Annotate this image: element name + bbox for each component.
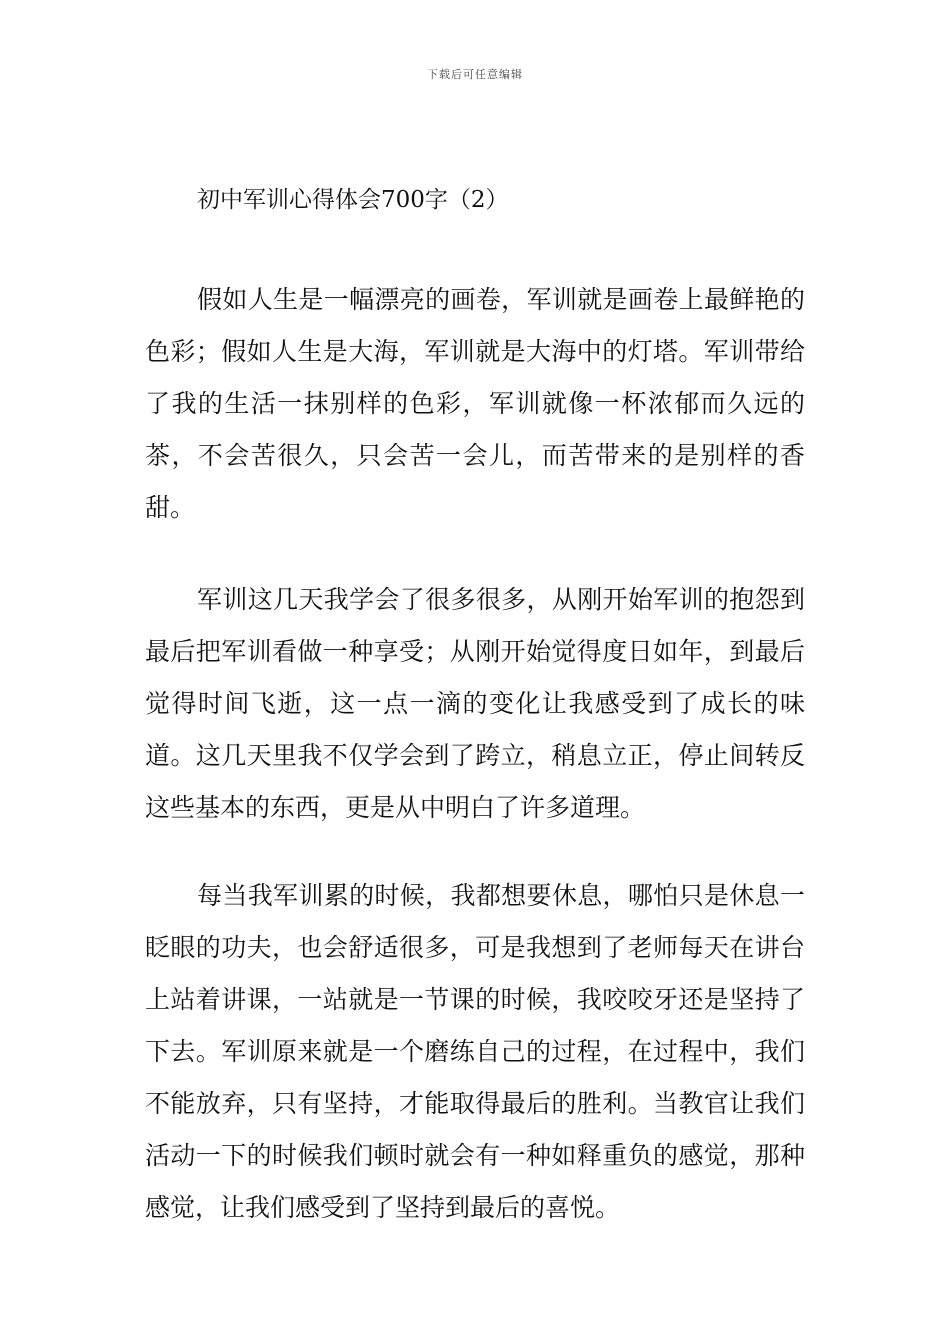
paragraph-3: 每当我军训累的时候，我都想要休息，哪怕只是休息一眨眼的功夫，也会舒适很多，可是我想到了老师每天在讲台上站着讲课，一站就是一节课的时候，我咬咬牙还是坚持了下去。军训原来就是一个磨练自己的过程，在过程中，我们不能放弃，只有坚持，才能取得最后的胜利。当教官让我们活动一下的时候我们顿时就会有一种如释重负的感觉，那种感觉，让我们感受到了坚持到最后的喜悦。 <box>145 881 805 1222</box>
paragraph-1: 假如人生是一幅漂亮的画卷，军训就是画卷上最鲜艳的色彩；假如人生是大海，军训就是大海中的灯塔。军训带给了我的生活一抹别样的色彩，军训就像一杯浓郁而久远的茶，不会苦很久，只会苦一会儿，而苦带来的是别样的香甜。 <box>145 285 805 522</box>
document-title: 初中军训心得体会700字（2） <box>197 187 509 213</box>
page-header-note: 下载后可任意编辑 <box>427 68 523 81</box>
paragraph-2: 军训这几天我学会了很多很多，从刚开始军训的抱怨到最后把军训看做一种享受；从刚开始觉得度日如年，到最后觉得时间飞逝，这一点一滴的变化让我感受到了成长的味道。这几天里我不仅学会到了跨立，稍息立正，停止间转反这些基本的东西，更是从中明白了许多道理。 <box>145 585 805 822</box>
